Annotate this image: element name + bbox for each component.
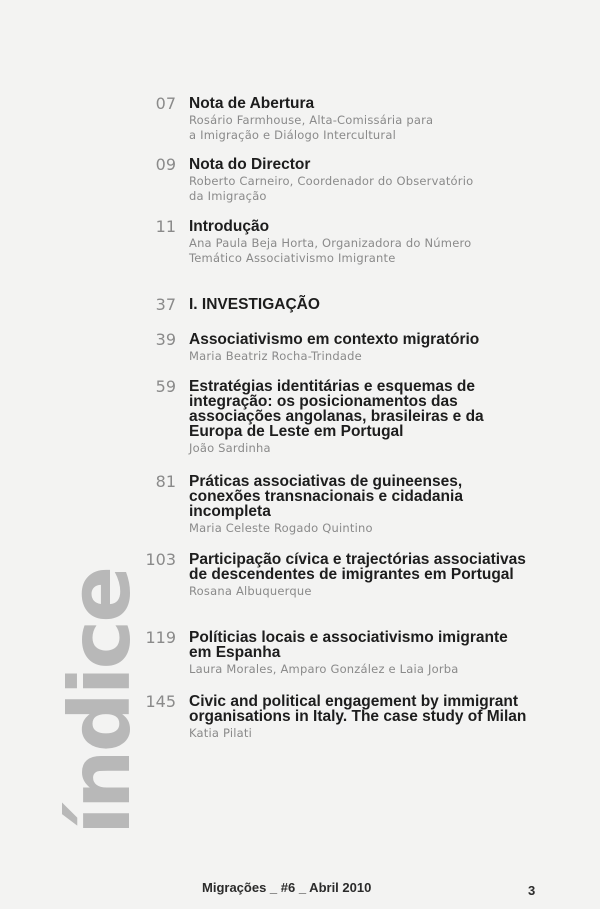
- entry-title: Nota de Abertura: [189, 95, 315, 112]
- section-heading: I. INVESTIGAÇÃO: [189, 296, 320, 313]
- entry-title: Associativismo em contexto migratório: [189, 331, 480, 348]
- index-side-title: índice: [51, 568, 149, 835]
- entry-page-number: 59: [155, 377, 176, 396]
- entry-title: Práticas associativas de guineenses, conexões transnacionais e cidadania incompleta: [189, 473, 463, 520]
- entry-page-number: 145: [145, 692, 176, 711]
- entry-author: Rosana Albuquerque: [189, 584, 312, 598]
- entry-title: Estratégias identitárias e esquemas de integração: os posicionamentos das associações angolanas, brasileiras e da Europa de Leste em Portugal: [189, 378, 484, 440]
- entry-page-number: 09: [155, 155, 176, 174]
- entry-page-number: 39: [155, 330, 176, 349]
- entry-author: Maria Beatriz Rocha-Trindade: [189, 349, 362, 363]
- entry-author: Rosário Farmhouse, Alta-Comissária para a Imigração e Diálogo Intercultural: [189, 113, 434, 142]
- footer-page-number: 3: [528, 883, 536, 898]
- entry-title: Políticias locais e associativismo imigrante em Espanha: [189, 629, 508, 661]
- entry-author: Maria Celeste Rogado Quintino: [189, 521, 373, 535]
- entry-author: Roberto Carneiro, Coordenador do Observatório da Imigração: [189, 174, 474, 203]
- entry-title: Nota do Director: [189, 156, 311, 173]
- footer-publication: Migrações _ #6 _ Abril 2010: [202, 880, 372, 895]
- entry-page-number: 119: [145, 628, 176, 647]
- entry-author: Katia Pilati: [189, 726, 253, 740]
- entry-title: Civic and political engagement by immigrant organisations in Italy. The case study of Milan: [189, 693, 527, 725]
- entry-page-number: 81: [155, 472, 176, 491]
- entry-page-number: 37: [155, 295, 176, 314]
- entry-author: Ana Paula Beja Horta, Organizadora do Número Temático Associativismo Imigrante: [189, 236, 472, 265]
- entry-title: Introdução: [189, 218, 270, 235]
- entry-author: Laura Morales, Amparo González e Laia Jorba: [189, 662, 459, 676]
- entry-page-number: 11: [155, 217, 176, 236]
- entry-title: Participação cívica e trajectórias associativas de descendentes de imigrantes em Portugal: [189, 551, 526, 583]
- entry-page-number: 103: [145, 550, 176, 569]
- entry-page-number: 07: [155, 94, 176, 113]
- entry-author: João Sardinha: [189, 441, 271, 455]
